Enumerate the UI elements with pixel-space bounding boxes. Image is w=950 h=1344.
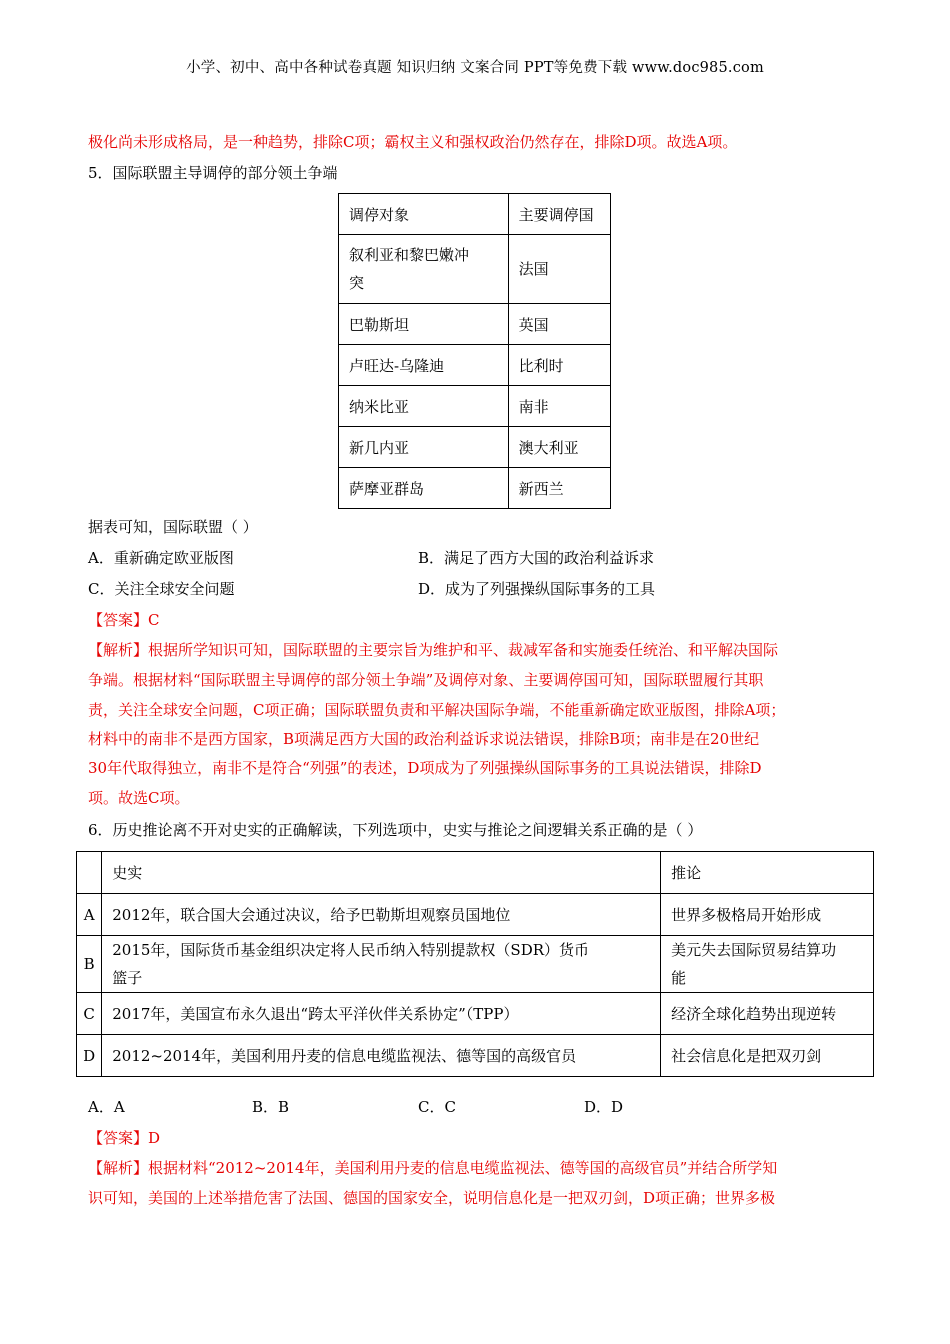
q5-table-cell: 新几内亚 — [339, 427, 509, 468]
q6-option-d[interactable]: D．D — [584, 1098, 624, 1116]
q6-option-a[interactable]: A．A — [88, 1098, 125, 1116]
q5-table-cell: 法国 — [508, 235, 610, 304]
q5-table-cell: 南非 — [508, 386, 610, 427]
q5-option-c[interactable]: C．关注全球安全问题 — [88, 580, 235, 598]
q5-table-cell: 新西兰 — [508, 468, 610, 509]
q5-table-cell: 比利时 — [508, 345, 610, 386]
q6-row-fact: 2017年，美国宣布永久退出“跨太平洋伙伴关系协定”（TPP） — [102, 993, 661, 1035]
q6-option-c[interactable]: C．C — [418, 1098, 456, 1116]
q6-stem: 6．历史推论离不开对史实的正确解读，下列选项中，史实与推论之间逻辑关系正确的是（ ） — [88, 821, 703, 839]
q6-answer: 【答案】D — [88, 1129, 161, 1147]
q6-table-header: 推论 — [661, 852, 874, 894]
q5-table-cell: 澳大利亚 — [508, 427, 610, 468]
q6-row-fact: 2012年，联合国大会通过决议，给予巴勒斯坦观察员国地位 — [102, 894, 661, 936]
q6-row-inference: 美元失去国际贸易结算功 能 — [661, 936, 874, 993]
page-header: 小学、初中、高中各种试卷真题 知识归纳 文案合同 PPT等免费下载 www.doc985.com — [186, 60, 764, 76]
previous-analysis-tail: 极化尚未形成格局，是一种趋势，排除C项；霸权主义和强权政治仍然存在，排除D项。故选A项。 — [88, 133, 738, 151]
q5-table-header: 主要调停国 — [508, 194, 610, 235]
q5-analysis-line: 【解析】根据所学知识可知，国际联盟的主要宗旨为维护和平、裁减军备和实施委任统治、和平解决国际 — [88, 641, 779, 659]
q6-row-fact: 2015年，国际货币基金组织决定将人民币纳入特别提款权（SDR）货币 篮子 — [102, 936, 661, 993]
q5-table-cell: 萨摩亚群岛 — [339, 468, 509, 509]
q6-row-inference: 经济全球化趋势出现逆转 — [661, 993, 874, 1035]
q5-table-cell: 叙利亚和黎巴嫩冲 突 — [339, 235, 509, 304]
q6-table — [76, 851, 874, 1077]
q6-option-b[interactable]: B．B — [252, 1098, 290, 1116]
q5-table-cell: 英国 — [508, 304, 610, 345]
q5-table-cell: 纳米比亚 — [339, 386, 509, 427]
q5-analysis-line: 材料中的南非不是西方国家，B项满足西方大国的政治利益诉求说法错误，排除B项；南非是在20世纪 — [88, 730, 760, 748]
q6-row-fact: 2012~2014年，美国利用丹麦的信息电缆监视法、德等国的高级官员 — [102, 1035, 661, 1077]
q5-question: 据表可知，国际联盟（ ） — [88, 518, 258, 536]
q6-row-inference: 世界多极格局开始形成 — [661, 894, 874, 936]
q6-row-key: D — [77, 1035, 102, 1077]
q5-stem: 5．国际联盟主导调停的部分领土争端 — [88, 164, 338, 182]
q6-analysis-line: 识可知，美国的上述举措危害了法国、德国的国家安全，说明信息化是一把双刃剑，D项正确；世界多极 — [88, 1189, 776, 1207]
q6-row-inference: 社会信息化是把双刃剑 — [661, 1035, 874, 1077]
q5-table-header: 调停对象 — [339, 194, 509, 235]
q5-table-cell: 卢旺达-乌隆迪 — [339, 345, 509, 386]
q5-table-cell: 巴勒斯坦 — [339, 304, 509, 345]
q6-row-key: C — [77, 993, 102, 1035]
q5-analysis-line: 责，关注全球安全问题，C项正确；国际联盟负责和平解决国际争端，不能重新确定欧亚版图，排除A项； — [88, 701, 786, 719]
q6-table-header: 史实 — [102, 852, 661, 894]
q5-analysis-line: 争端。根据材料“国际联盟主导调停的部分领土争端”及调停对象、主要调停国可知，国际联盟履行其职 — [88, 671, 764, 689]
q5-option-d[interactable]: D．成为了列强操纵国际事务的工具 — [418, 580, 656, 598]
q5-analysis-line: 30年代取得独立，南非不是符合“列强”的表述，D项成为了列强操纵国际事务的工具说法错误，排除D — [88, 759, 762, 777]
q5-table — [338, 193, 611, 509]
q6-row-key: A — [77, 894, 102, 936]
q5-analysis-line: 项。故选C项。 — [88, 789, 190, 807]
q5-option-b[interactable]: B．满足了西方大国的政治利益诉求 — [418, 549, 655, 567]
q5-answer: 【答案】C — [88, 611, 160, 629]
q5-option-a[interactable]: A．重新确定欧亚版图 — [88, 549, 234, 567]
q6-row-key: B — [77, 936, 102, 993]
q6-analysis-line: 【解析】根据材料“2012~2014年，美国利用丹麦的信息电缆监视法、德等国的高级官员”并结合所学知 — [88, 1159, 778, 1177]
q6-table-header — [77, 852, 102, 894]
